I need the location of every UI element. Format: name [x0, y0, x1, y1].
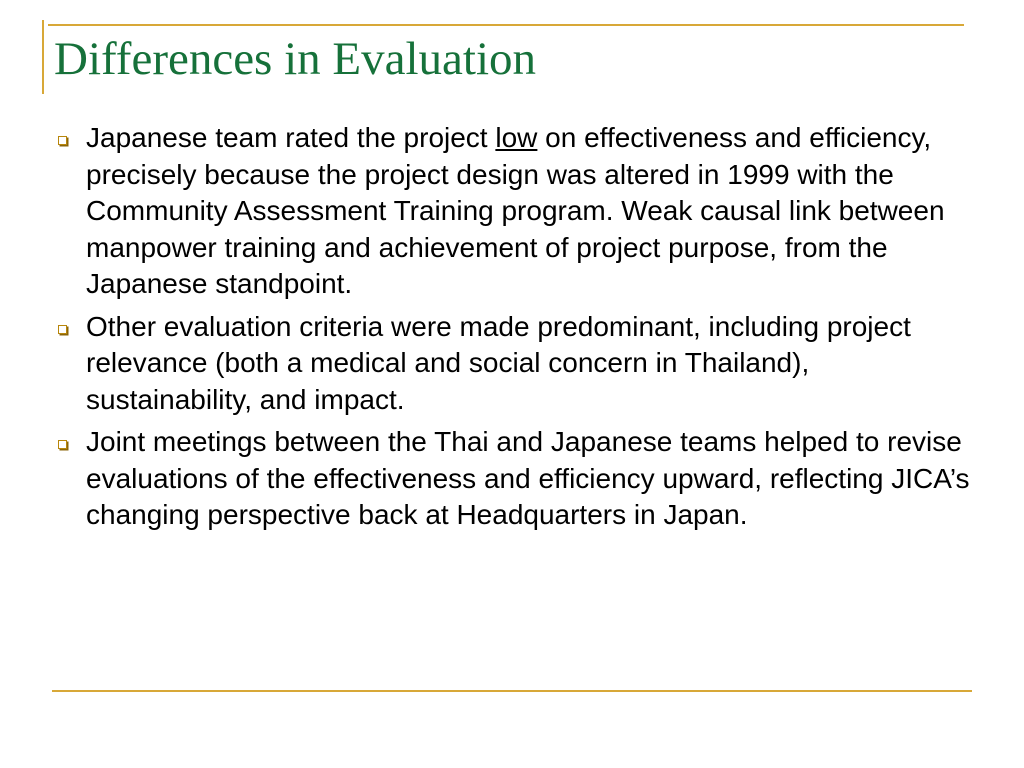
bullet-item: [52, 424, 982, 534]
slide-title: Differences in Evaluation: [54, 33, 537, 85]
bullet-text: Other evaluation criteria were made predominant, including project relevance (both a medical and social concern in Thailand), sustainability, and impact.: [86, 310, 911, 415]
bullet-text-start: Japanese team rated the project: [86, 122, 496, 153]
hollow-square-icon: [58, 325, 67, 334]
bullet-list: [52, 120, 982, 540]
bullet-item: [52, 120, 982, 303]
bullet-text-end: on effectiveness and efficiency, precisely because the project design was altered in 1999 with the Community Assessment Training program. Weak causal link between manpower training and achievement of project purpose, from the Japanese standpoint.: [86, 122, 945, 299]
bullet-item: [52, 309, 982, 419]
bullet-emphasis: low: [495, 122, 538, 153]
top-divider: [48, 24, 964, 26]
hollow-square-icon: [58, 440, 67, 449]
left-divider: [42, 20, 44, 94]
bottom-divider: [52, 690, 972, 692]
bullet-text: Joint meetings between the Thai and Japanese teams helped to revise evaluations of the effectiveness and efficiency upward, reflecting JICA’s changing perspective back at Headquarters in Japan.: [86, 426, 970, 530]
hollow-square-icon: [58, 136, 67, 145]
